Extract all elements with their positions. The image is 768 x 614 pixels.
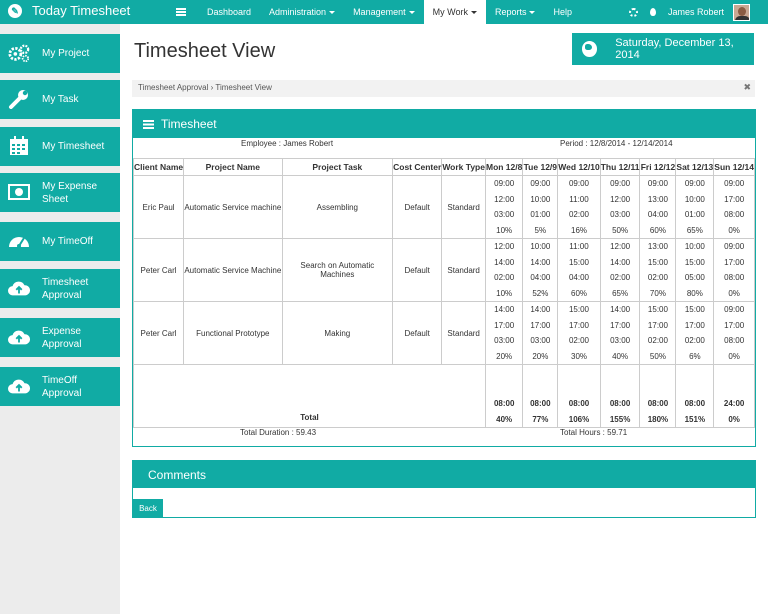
day-value: 15:00 bbox=[684, 257, 705, 267]
cloud-upload-icon bbox=[8, 327, 30, 347]
nav-reports[interactable] bbox=[486, 0, 545, 24]
sidebar-item-timesheet-approval[interactable] bbox=[0, 269, 120, 308]
total-value: 08:00 bbox=[684, 399, 706, 408]
day-cell bbox=[485, 239, 522, 302]
table-row bbox=[134, 302, 755, 365]
day-value: 15:00 bbox=[684, 305, 705, 314]
page-title: Timesheet View bbox=[134, 40, 276, 62]
day-value: 15:00 bbox=[647, 257, 668, 267]
day-value: 60% bbox=[649, 225, 666, 235]
day-value: 17:00 bbox=[724, 257, 745, 267]
day-cell bbox=[676, 176, 714, 239]
sidebar-item-expense-approval[interactable] bbox=[0, 318, 120, 357]
day-value: 11:00 bbox=[569, 242, 589, 251]
day-value: 04:00 bbox=[568, 273, 590, 282]
day-value: 40% bbox=[612, 351, 629, 361]
day-value: 12:00 bbox=[610, 194, 631, 204]
day-value: 09:00 bbox=[530, 179, 551, 188]
day-value: 17:00 bbox=[494, 320, 515, 330]
calendar-icon bbox=[8, 136, 30, 156]
sidebar-item-label: My Expense Sheet bbox=[42, 180, 98, 205]
day-cell bbox=[558, 302, 600, 365]
day-value: 17:00 bbox=[724, 320, 745, 330]
day-cell bbox=[485, 302, 522, 365]
breadcrumb bbox=[132, 80, 755, 97]
money-icon bbox=[8, 182, 30, 202]
day-value: 15:00 bbox=[647, 305, 668, 314]
day-value: 65% bbox=[686, 225, 703, 235]
sidebar-item-my-project[interactable] bbox=[0, 34, 120, 73]
total-value: 155% bbox=[609, 414, 631, 424]
column-header: Wed 12/10 bbox=[558, 159, 600, 176]
column-header: Thu 12/11 bbox=[600, 159, 640, 176]
day-value: 80% bbox=[686, 288, 703, 298]
total-value: 77% bbox=[532, 414, 549, 424]
column-header: Cost Center bbox=[393, 159, 442, 176]
day-value: 17:00 bbox=[610, 320, 631, 330]
caret-down-icon bbox=[529, 11, 535, 14]
day-value: 0% bbox=[728, 288, 740, 298]
day-cell bbox=[523, 302, 558, 365]
day-cell bbox=[714, 302, 755, 365]
menu-toggle-icon[interactable] bbox=[176, 8, 186, 16]
day-value: 02:00 bbox=[647, 336, 668, 345]
work-type-cell: Standard bbox=[442, 239, 486, 302]
day-value: 10:00 bbox=[530, 242, 551, 251]
day-value: 10% bbox=[496, 225, 513, 235]
cost-center-cell: Default bbox=[393, 302, 442, 365]
day-cell bbox=[714, 239, 755, 302]
day-value: 15:00 bbox=[568, 257, 590, 267]
day-value: 17:00 bbox=[724, 194, 745, 204]
client-name-cell: Peter Carl bbox=[134, 239, 184, 302]
day-value: 5% bbox=[534, 225, 547, 235]
sidebar-item-label: Timesheet Approval bbox=[42, 276, 89, 301]
total-value: 08:00 bbox=[568, 399, 590, 408]
cloud-upload-icon bbox=[8, 376, 30, 396]
day-value: 09:00 bbox=[724, 305, 745, 314]
nav-dashboard[interactable]: Dashboard bbox=[207, 7, 252, 17]
project-task-cell: Search on Automatic Machines bbox=[282, 239, 393, 302]
day-value: 03:00 bbox=[494, 336, 515, 345]
cost-center-cell: Default bbox=[393, 176, 442, 239]
day-value: 10% bbox=[496, 288, 513, 298]
day-value: 13:00 bbox=[647, 194, 668, 204]
column-header: Sun 12/14 bbox=[714, 159, 755, 176]
day-value: 11:00 bbox=[569, 194, 589, 204]
total-value: 24:00 bbox=[723, 399, 745, 408]
cost-center-cell: Default bbox=[393, 239, 442, 302]
sidebar-item-my-expense-sheet[interactable] bbox=[0, 173, 120, 212]
day-value: 6% bbox=[689, 351, 701, 361]
day-value: 16% bbox=[571, 225, 588, 235]
day-value: 12:00 bbox=[494, 242, 515, 251]
day-cell bbox=[600, 239, 640, 302]
total-value: 08:00 bbox=[493, 399, 515, 408]
total-value: 08:00 bbox=[647, 399, 669, 408]
timesheet-panel bbox=[132, 109, 756, 447]
total-value: 08:00 bbox=[530, 399, 551, 408]
caret-down-icon bbox=[471, 11, 477, 14]
column-header: Client Name bbox=[134, 159, 184, 176]
day-value: 02:00 bbox=[568, 210, 590, 219]
total-value: 08:00 bbox=[609, 399, 631, 408]
day-value: 14:00 bbox=[530, 305, 551, 314]
day-value: 01:00 bbox=[684, 210, 705, 219]
column-header: Mon 12/8 bbox=[485, 159, 522, 176]
total-hours: Total Hours : 59.71 bbox=[560, 428, 628, 437]
column-header: Work Type bbox=[442, 159, 486, 176]
wrench-icon bbox=[8, 89, 30, 109]
total-cell bbox=[558, 365, 600, 428]
column-header: Fri 12/12 bbox=[640, 159, 676, 176]
table-row bbox=[134, 176, 755, 239]
sidebar-item-label: My Task bbox=[42, 94, 79, 105]
day-value: 30% bbox=[571, 351, 588, 361]
day-value: 08:00 bbox=[724, 336, 745, 345]
globe-icon bbox=[582, 41, 597, 57]
day-value: 70% bbox=[649, 288, 666, 298]
day-value: 17:00 bbox=[647, 320, 668, 330]
sidebar-item-my-task[interactable] bbox=[0, 80, 120, 119]
day-value: 09:00 bbox=[647, 179, 668, 188]
day-value: 09:00 bbox=[568, 179, 590, 188]
theme-drop-icon[interactable] bbox=[650, 8, 656, 16]
day-value: 09:00 bbox=[494, 179, 515, 188]
day-value: 10:00 bbox=[684, 242, 705, 251]
day-cell bbox=[640, 302, 676, 365]
back-button[interactable]: Back bbox=[133, 499, 163, 518]
day-value: 09:00 bbox=[684, 179, 705, 188]
main-nav bbox=[168, 0, 581, 24]
timesheet-info bbox=[133, 138, 755, 158]
sidebar-item-label: My Timesheet bbox=[42, 141, 105, 152]
day-value: 17:00 bbox=[684, 320, 705, 330]
sidebar-item-my-timesheet[interactable] bbox=[0, 127, 120, 166]
top-navbar bbox=[0, 0, 768, 24]
total-cell bbox=[523, 365, 558, 428]
breadcrumb-parent[interactable]: Timesheet Approval bbox=[138, 83, 209, 92]
day-value: 03:00 bbox=[610, 210, 631, 219]
table-header-row bbox=[134, 159, 755, 176]
day-value: 02:00 bbox=[568, 336, 590, 345]
day-value: 15:00 bbox=[568, 305, 590, 314]
breadcrumb-separator: › bbox=[210, 83, 214, 92]
nav-my-work[interactable] bbox=[424, 0, 486, 24]
total-cell bbox=[714, 365, 755, 428]
day-value: 02:00 bbox=[610, 273, 631, 282]
day-value: 0% bbox=[728, 225, 740, 235]
day-value: 14:00 bbox=[610, 257, 631, 267]
total-value: 0% bbox=[728, 414, 740, 424]
total-row bbox=[134, 365, 755, 428]
sidebar-item-label: My Project bbox=[42, 48, 90, 59]
day-value: 04:00 bbox=[530, 273, 551, 282]
project-name-cell: Automatic Service machine bbox=[184, 176, 282, 239]
user-name[interactable]: James Robert bbox=[667, 7, 724, 17]
day-cell bbox=[600, 176, 640, 239]
total-value: 151% bbox=[684, 414, 706, 424]
day-value: 17:00 bbox=[530, 320, 551, 330]
total-value: 40% bbox=[496, 414, 513, 424]
day-cell bbox=[600, 302, 640, 365]
total-value: 180% bbox=[647, 414, 669, 424]
day-cell bbox=[676, 302, 714, 365]
leaf-logo-icon: ✎ bbox=[8, 4, 22, 18]
column-header: Project Name bbox=[184, 159, 282, 176]
total-cell bbox=[600, 365, 640, 428]
timesheet-table bbox=[133, 158, 755, 428]
column-header: Tue 12/9 bbox=[523, 159, 558, 176]
nav-management-label: Management bbox=[353, 7, 406, 17]
comments-heading: Comments bbox=[133, 461, 755, 488]
project-task-cell: Making bbox=[282, 302, 393, 365]
settings-gear-icon[interactable] bbox=[629, 8, 638, 17]
day-value: 02:00 bbox=[494, 273, 515, 282]
day-value: 14:00 bbox=[494, 257, 515, 267]
day-cell bbox=[640, 176, 676, 239]
day-value: 02:00 bbox=[684, 336, 705, 345]
day-value: 50% bbox=[649, 351, 666, 361]
date-display bbox=[572, 33, 754, 65]
caret-down-icon bbox=[329, 11, 335, 14]
caret-down-icon bbox=[409, 11, 415, 14]
avatar[interactable] bbox=[733, 4, 750, 21]
day-cell bbox=[558, 176, 600, 239]
work-type-cell: Standard bbox=[442, 302, 486, 365]
dashboard-icon bbox=[8, 231, 30, 251]
day-value: 10:00 bbox=[684, 194, 705, 204]
timesheet-heading: Timesheet bbox=[161, 117, 217, 131]
table-body bbox=[134, 176, 755, 428]
day-value: 50% bbox=[612, 225, 629, 235]
gears-icon bbox=[8, 43, 30, 63]
timesheet-footer bbox=[133, 428, 755, 442]
sidebar-item-timeoff-approval[interactable] bbox=[0, 367, 120, 406]
breadcrumb-current: Timesheet View bbox=[215, 83, 272, 92]
nav-help[interactable]: Help bbox=[553, 7, 572, 17]
day-cell bbox=[558, 239, 600, 302]
client-name-cell: Eric Paul bbox=[134, 176, 184, 239]
brand[interactable] bbox=[8, 3, 130, 18]
column-header: Project Task bbox=[282, 159, 393, 176]
day-value: 04:00 bbox=[647, 210, 668, 219]
employee-label: Employee : James Robert bbox=[241, 139, 334, 148]
day-cell bbox=[676, 239, 714, 302]
user-area bbox=[629, 0, 750, 24]
total-label: Total bbox=[134, 365, 486, 428]
sidebar-item-label: My TimeOff bbox=[42, 236, 93, 247]
sidebar-item-label: Expense Approval bbox=[42, 325, 82, 350]
nav-administration-label: Administration bbox=[269, 7, 327, 17]
nav-management[interactable] bbox=[344, 0, 424, 24]
day-value: 13:00 bbox=[647, 242, 668, 251]
sidebar-item-label: TimeOff Approval bbox=[42, 374, 82, 399]
day-value: 09:00 bbox=[724, 179, 745, 188]
work-type-cell: Standard bbox=[442, 176, 486, 239]
day-value: 03:00 bbox=[530, 336, 551, 345]
day-value: 01:00 bbox=[530, 210, 551, 219]
app-title: Today Timesheet bbox=[32, 3, 131, 18]
total-cell bbox=[485, 365, 522, 428]
nav-reports-label: Reports bbox=[494, 7, 527, 17]
project-name-cell: Automatic Service Machine bbox=[184, 239, 282, 302]
nav-administration[interactable] bbox=[260, 0, 344, 24]
table-row bbox=[134, 239, 755, 302]
day-value: 09:00 bbox=[610, 179, 631, 188]
list-icon bbox=[143, 120, 154, 129]
total-cell bbox=[676, 365, 714, 428]
day-value: 20% bbox=[532, 351, 549, 361]
nav-my-work-label: My Work bbox=[432, 7, 468, 17]
day-value: 02:00 bbox=[647, 273, 668, 282]
close-icon[interactable]: ✖ bbox=[743, 82, 751, 92]
day-value: 03:00 bbox=[494, 210, 515, 219]
client-name-cell: Peter Carl bbox=[134, 302, 184, 365]
total-cell bbox=[640, 365, 676, 428]
day-value: 60% bbox=[571, 288, 588, 298]
day-value: 09:00 bbox=[724, 242, 745, 251]
day-value: 08:00 bbox=[724, 210, 745, 219]
day-value: 10:00 bbox=[530, 194, 551, 204]
cloud-upload-icon bbox=[8, 278, 30, 298]
day-value: 12:00 bbox=[610, 242, 631, 251]
day-value: 65% bbox=[612, 288, 629, 298]
comments-panel bbox=[132, 460, 756, 518]
day-value: 17:00 bbox=[568, 320, 590, 330]
day-value: 52% bbox=[532, 288, 549, 298]
day-value: 0% bbox=[728, 351, 740, 361]
day-value: 20% bbox=[496, 351, 513, 361]
day-cell bbox=[640, 239, 676, 302]
day-cell bbox=[523, 176, 558, 239]
project-name-cell: Functional Prototype bbox=[184, 302, 282, 365]
day-cell bbox=[523, 239, 558, 302]
day-cell bbox=[485, 176, 522, 239]
sidebar-item-my-timeoff[interactable] bbox=[0, 222, 120, 261]
sidebar bbox=[0, 24, 120, 614]
day-cell bbox=[714, 176, 755, 239]
day-value: 14:00 bbox=[494, 305, 515, 314]
total-duration: Total Duration : 59.43 bbox=[240, 428, 317, 437]
total-value: 106% bbox=[568, 414, 590, 424]
day-value: 05:00 bbox=[684, 273, 705, 282]
day-value: 14:00 bbox=[610, 305, 631, 314]
column-header: Sat 12/13 bbox=[676, 159, 714, 176]
day-value: 12:00 bbox=[494, 194, 515, 204]
timesheet-panel-header bbox=[133, 110, 755, 138]
project-task-cell: Assembling bbox=[282, 176, 393, 239]
day-value: 14:00 bbox=[530, 257, 551, 267]
current-date: Saturday, December 13, 2014 bbox=[615, 37, 734, 61]
day-value: 08:00 bbox=[724, 273, 745, 282]
day-value: 03:00 bbox=[610, 336, 631, 345]
period-label: Period : 12/8/2014 - 12/14/2014 bbox=[560, 139, 673, 148]
